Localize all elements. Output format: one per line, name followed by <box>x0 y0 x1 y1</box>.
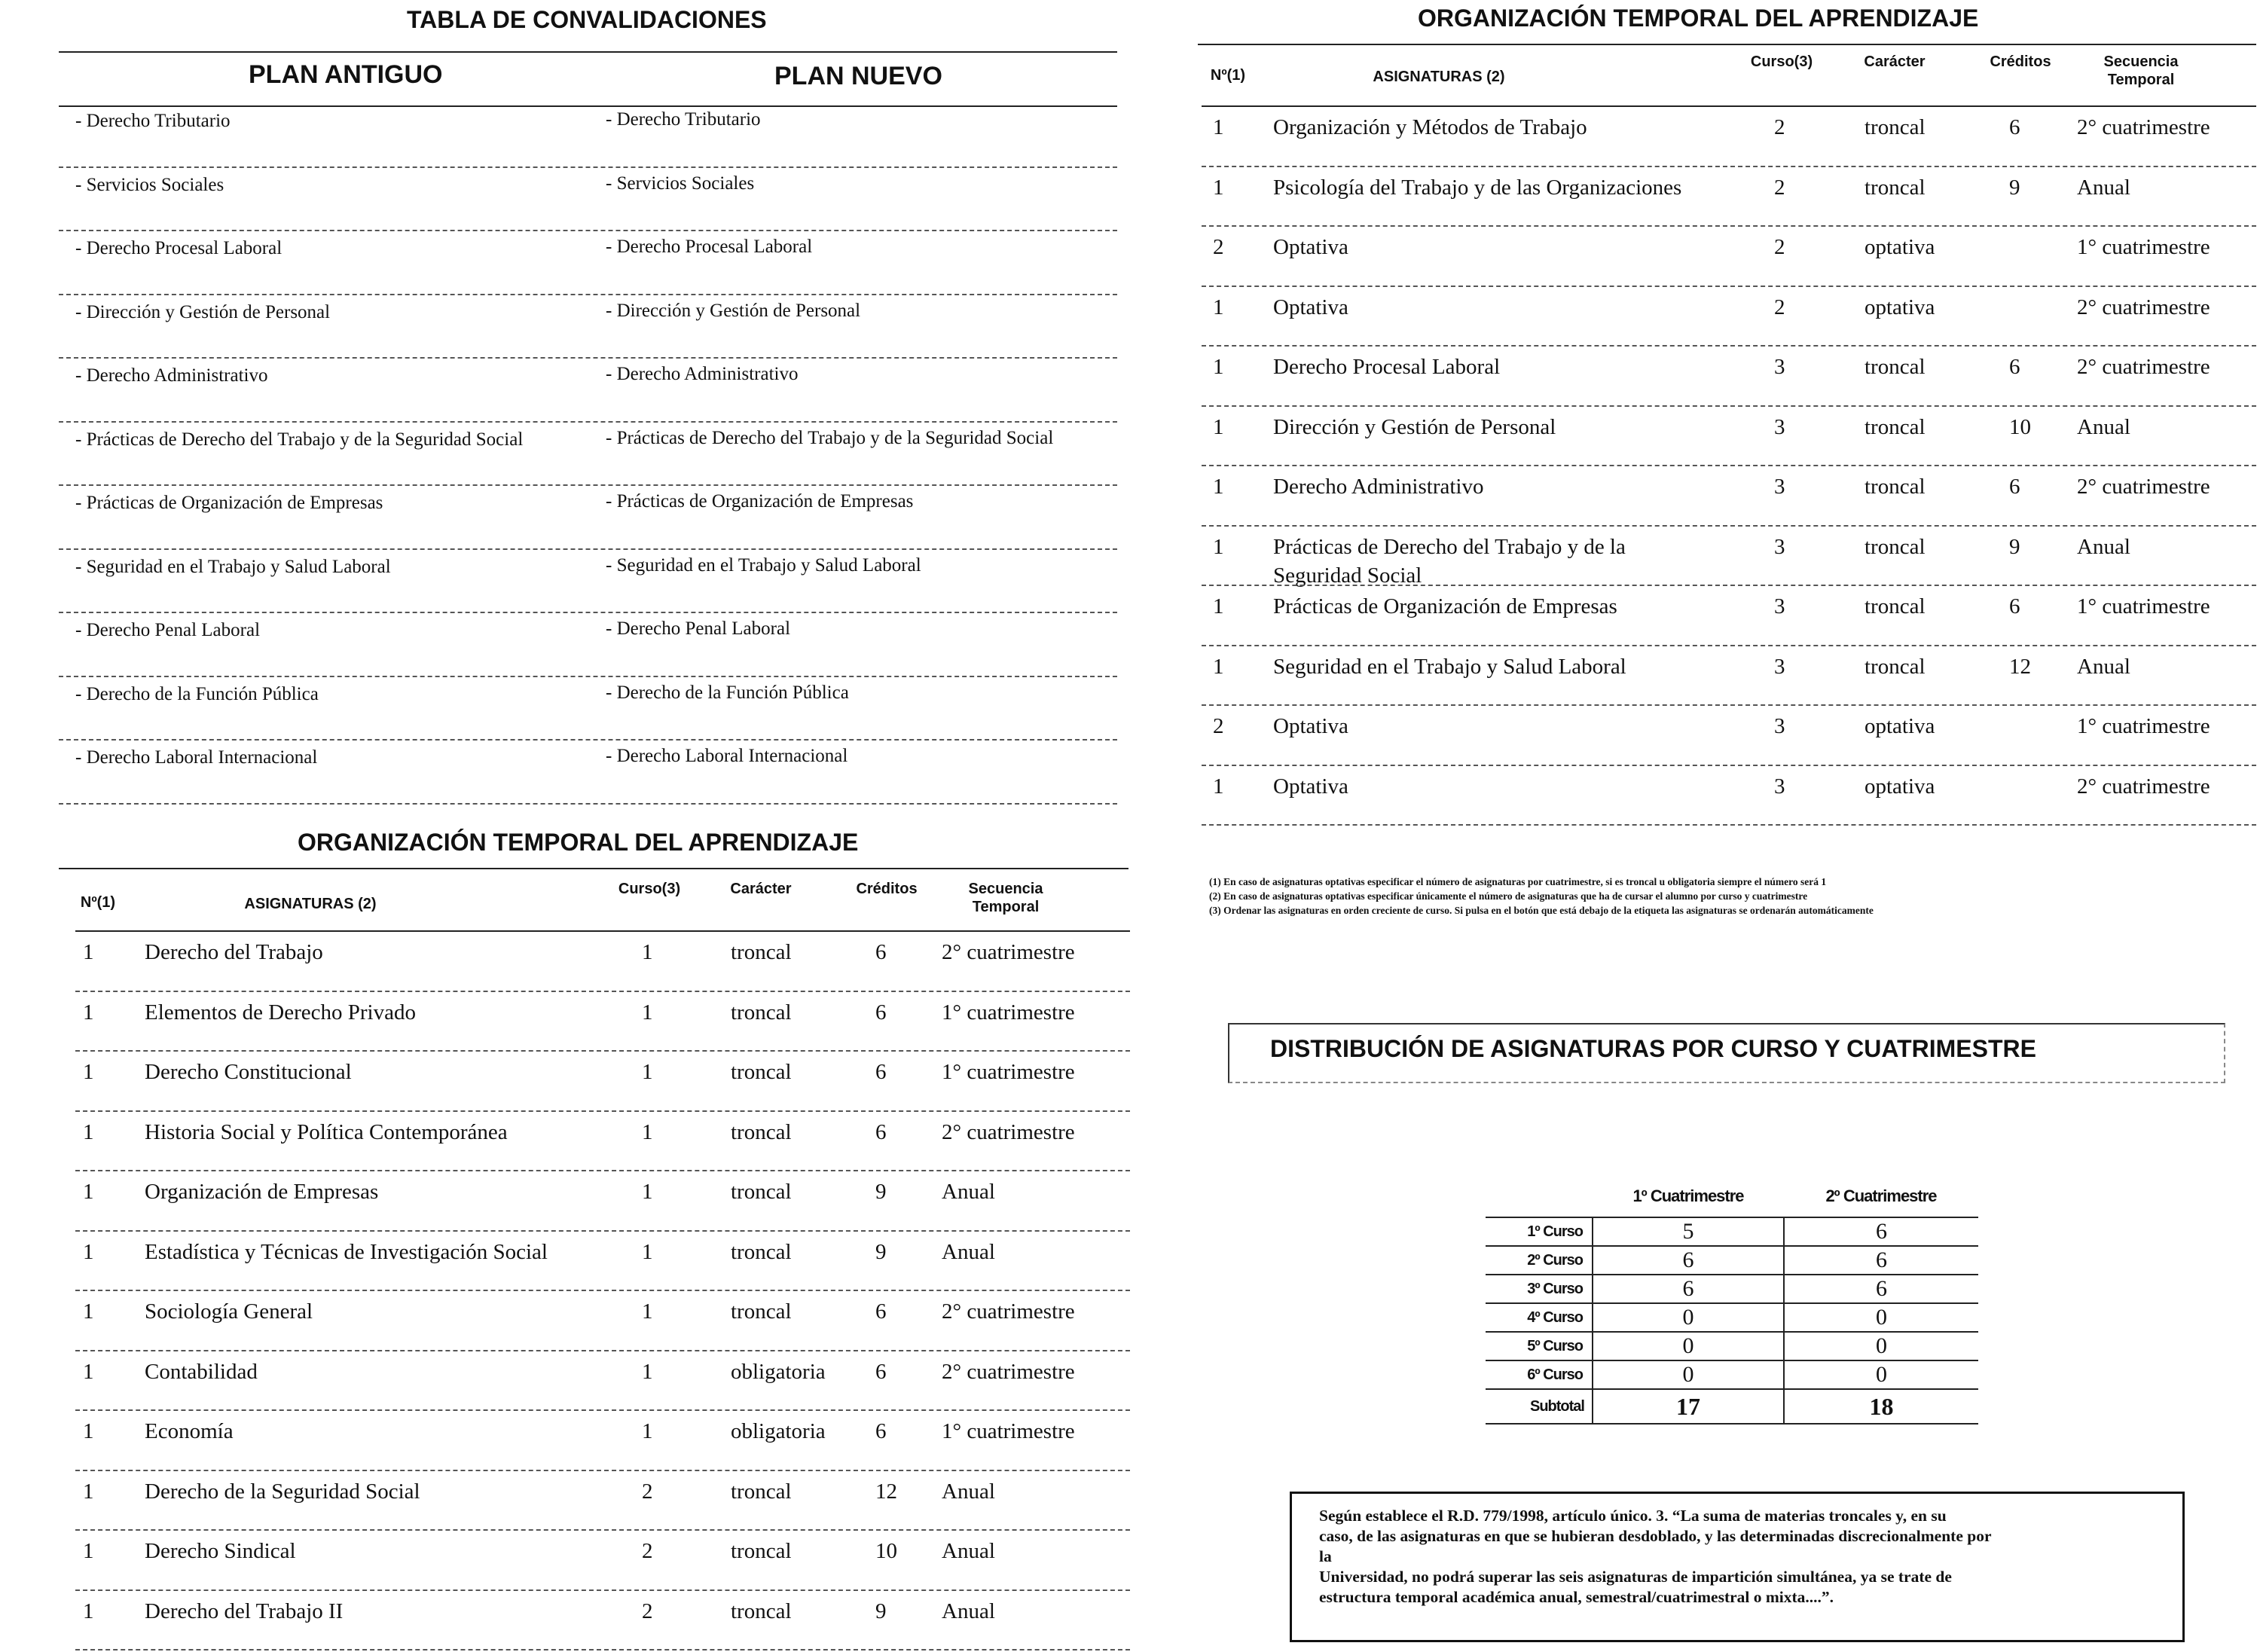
asignatura-cell: Sociología General <box>145 1299 313 1324</box>
num-cell: 1 <box>1213 774 1224 799</box>
plan-antiguo-cell: - Derecho de la Función Pública <box>75 683 319 704</box>
plan-nuevo-cell: - Derecho Penal Laboral <box>606 618 791 639</box>
curso-cell: 3 <box>1774 475 1785 499</box>
plan-antiguo-cell: - Prácticas de Organización de Empresas <box>75 493 383 513</box>
asignatura-cell: Seguridad en el Trabajo y Salud Laboral <box>1273 654 1626 679</box>
curso-cell: 1 <box>642 1299 653 1324</box>
caracter-cell: troncal <box>731 1060 792 1084</box>
secuencia-cell: Anual <box>942 1239 995 1264</box>
num-cell: 1 <box>1213 175 1224 200</box>
num-cell: 1 <box>83 1359 94 1384</box>
secuencia-cell: 1° cuatrimestre <box>2077 714 2210 738</box>
cuatrimestre-1-value: 0 <box>1593 1332 1784 1360</box>
curso-cell: 1 <box>642 1000 653 1024</box>
distribucion-row <box>1486 1360 1978 1389</box>
cuatrimestre-2-value: 6 <box>1876 1219 1887 1244</box>
asignatura-cell: Derecho Administrativo <box>1273 475 1484 499</box>
secuencia-cell: 1° cuatrimestre <box>942 1000 1075 1024</box>
header-divider <box>1202 105 2256 107</box>
caracter-cell: optativa <box>1864 235 1935 259</box>
col-1-cuatrimestre: 1º Cuatrimestre <box>1632 1186 1744 1205</box>
creditos-cell: 6 <box>875 1000 887 1024</box>
caracter-cell: troncal <box>731 1239 792 1264</box>
caracter-cell: optativa <box>1864 295 1935 319</box>
header-secuencia: Secuencia Temporal <box>2103 53 2179 88</box>
curso-label: 2º Curso <box>1486 1246 1593 1275</box>
creditos-cell: 6 <box>875 1060 887 1084</box>
asignatura-cell: Contabilidad <box>145 1359 258 1384</box>
plan-nuevo-cell: - Dirección y Gestión de Personal <box>606 300 861 321</box>
row-divider <box>59 357 1117 359</box>
col-2-cuatrimestre: 2º Cuatrimestre <box>1825 1186 1937 1205</box>
asignatura-cell: Organización y Métodos de Trabajo <box>1273 115 1587 139</box>
secuencia-cell: Anual <box>2077 175 2130 200</box>
num-cell: 1 <box>1213 534 1224 559</box>
secuencia-cell: 2° cuatrimestre <box>942 1299 1075 1324</box>
creditos-cell: 6 <box>2009 475 2020 499</box>
asignatura-cell: Optativa <box>1273 235 1348 259</box>
distribucion-table <box>1486 1175 1978 1425</box>
footnote-1: (1) En caso de asignaturas optativas especificar el número de asignaturas por cuatrimestre, si es troncal u obligatoria siempre el número será 1 <box>1209 876 1827 887</box>
creditos-cell: 9 <box>875 1239 887 1264</box>
curso-cell: 1 <box>642 1239 653 1264</box>
row-divider <box>75 991 1130 992</box>
plan-nuevo-cell: - Derecho Administrativo <box>606 364 799 384</box>
cuatrimestre-1-value: 6 <box>1593 1275 1784 1303</box>
nota-line-5: estructura temporal académica anual, semestral/cuatrimestral o mixta....”. <box>1319 1588 1834 1606</box>
row-divider <box>1202 765 2256 766</box>
cuatrimestre-2-value: 0 <box>1876 1305 1887 1330</box>
creditos-cell: 9 <box>2009 534 2020 559</box>
nota-line-3: la <box>1319 1547 1332 1565</box>
caracter-cell: troncal <box>731 1479 792 1504</box>
footnote-2: (2) En caso de asignaturas optativas especificar únicamente el número de asignaturas que ha de cursar el alumno por curso y cuatrimestre <box>1209 890 1808 902</box>
caracter-cell: troncal <box>731 940 792 964</box>
nota-line-4: Universidad, no podrá superar las seis asignaturas de impartición simultánea, ya se trate de <box>1319 1568 1952 1586</box>
header-asignaturas: ASIGNATURAS (2) <box>244 896 377 912</box>
secuencia-cell: 2° cuatrimestre <box>942 1359 1075 1384</box>
num-cell: 2 <box>1213 714 1224 738</box>
row-divider <box>75 1290 1130 1291</box>
header-divider <box>75 930 1130 932</box>
plan-antiguo-cell: - Seguridad en el Trabajo y Salud Laboral <box>75 556 391 577</box>
header-asignaturas: ASIGNATURAS (2) <box>1373 69 1505 85</box>
num-cell: 1 <box>83 940 94 964</box>
creditos-cell: 6 <box>875 1359 887 1384</box>
creditos-cell: 6 <box>2009 355 2020 379</box>
curso-label: 1º Curso <box>1486 1217 1593 1246</box>
caracter-cell: troncal <box>1864 654 1926 679</box>
row-divider <box>59 421 1117 423</box>
asignatura-cell: Derecho Constitucional <box>145 1060 352 1084</box>
caracter-cell: obligatoria <box>731 1419 826 1443</box>
convalidaciones-title: TABLA DE CONVALIDACIONES <box>407 6 767 33</box>
org-right-title: ORGANIZACIÓN TEMPORAL DEL APRENDIZAJE <box>1418 5 1979 32</box>
creditos-cell: 12 <box>875 1479 897 1504</box>
plan-antiguo-cell: - Derecho Tributario <box>75 111 231 131</box>
row-divider <box>75 1649 1130 1650</box>
distribucion-row <box>1486 1217 1978 1246</box>
curso-cell: 2 <box>1774 175 1785 200</box>
num-cell: 1 <box>1213 295 1224 319</box>
plan-antiguo-cell: - Servicios Sociales <box>75 174 224 195</box>
curso-cell: 1 <box>642 1180 653 1204</box>
asignatura-cell: Derecho Sindical <box>145 1539 296 1563</box>
curso-cell: 2 <box>1774 295 1785 319</box>
num-cell: 1 <box>83 1180 94 1204</box>
header-n: Nº(1) <box>80 894 116 911</box>
header-caracter: Carácter <box>730 881 792 897</box>
secuencia-cell: 2° cuatrimestre <box>2077 115 2210 139</box>
row-divider <box>59 676 1117 677</box>
plan-nuevo-cell: - Derecho Laboral Internacional <box>606 746 848 766</box>
nota-line-2: caso, de las asignaturas en que se hubieran desdoblado, y las determinadas discrecionalmente por <box>1319 1527 1992 1545</box>
header-curso: Curso(3) <box>1750 53 1813 70</box>
curso-cell: 2 <box>1774 235 1785 259</box>
secuencia-cell: Anual <box>942 1479 995 1504</box>
num-cell: 1 <box>1213 414 1224 439</box>
caracter-cell: troncal <box>731 1539 792 1563</box>
secuencia-cell: 2° cuatrimestre <box>2077 475 2210 499</box>
row-divider <box>75 1409 1130 1411</box>
row-divider <box>59 166 1117 168</box>
footnote-3: (3) Ordenar las asignaturas en orden creciente de curso. Si pulsa en el botón que está debajo de la etiqueta las asignaturas se ordenarán automáticamente <box>1209 905 1874 916</box>
curso-cell: 3 <box>1774 654 1785 679</box>
num-cell: 1 <box>1213 475 1224 499</box>
caracter-cell: troncal <box>731 1299 792 1324</box>
distribucion-row <box>1486 1303 1978 1332</box>
num-cell: 1 <box>1213 594 1224 618</box>
caracter-cell: troncal <box>731 1599 792 1623</box>
plan-nuevo-cell: - Servicios Sociales <box>606 173 755 194</box>
caracter-cell: troncal <box>1864 175 1926 200</box>
secuencia-cell: 2° cuatrimestre <box>942 1119 1075 1144</box>
row-divider <box>1202 645 2256 646</box>
num-cell: 1 <box>83 1479 94 1504</box>
header-creditos: Créditos <box>856 881 918 897</box>
nota-box <box>1290 1492 2185 1642</box>
row-divider <box>59 612 1117 613</box>
row-divider <box>1202 585 2256 586</box>
num-cell: 1 <box>1213 355 1224 379</box>
plan-nuevo-cell: - Derecho Tributario <box>606 109 761 130</box>
row-divider <box>59 548 1117 550</box>
curso-cell: 3 <box>1774 714 1785 738</box>
curso-cell: 1 <box>642 1419 653 1443</box>
creditos-cell: 9 <box>2009 175 2020 200</box>
asignatura-cell: Prácticas de Derecho del Trabajo y de la Seguridad Social <box>1273 534 1626 588</box>
row-divider <box>1202 345 2256 347</box>
row-divider <box>1202 824 2256 826</box>
curso-cell: 1 <box>642 1060 653 1084</box>
plan-antiguo-cell: - Derecho Administrativo <box>75 365 268 386</box>
asignatura-cell: Derecho del Trabajo <box>145 940 323 964</box>
curso-cell: 3 <box>1774 594 1785 618</box>
caracter-cell: optativa <box>1864 774 1935 799</box>
curso-cell: 1 <box>642 940 653 964</box>
row-divider <box>1202 465 2256 466</box>
cuatrimestre-2-value: 0 <box>1876 1333 1887 1358</box>
num-cell: 1 <box>83 1599 94 1623</box>
num-cell: 1 <box>83 1060 94 1084</box>
cuatrimestre-1-value: 5 <box>1593 1217 1784 1246</box>
asignatura-cell: Elementos de Derecho Privado <box>145 1000 416 1024</box>
row-divider <box>59 230 1117 231</box>
creditos-cell: 6 <box>875 1119 887 1144</box>
plan-antiguo-cell: - Derecho Penal Laboral <box>75 620 261 640</box>
caracter-cell: optativa <box>1864 714 1935 738</box>
secuencia-cell: 2° cuatrimestre <box>2077 355 2210 379</box>
num-cell: 1 <box>83 1119 94 1144</box>
secuencia-cell: 1° cuatrimestre <box>2077 235 2210 259</box>
distribucion-row <box>1486 1275 1978 1303</box>
distribucion-row <box>1486 1332 1978 1360</box>
num-cell: 1 <box>83 1539 94 1563</box>
curso-cell: 1 <box>642 1119 653 1144</box>
asignatura-cell: Prácticas de Organización de Empresas <box>1273 594 1617 618</box>
row-divider <box>1202 704 2256 706</box>
asignatura-cell: Optativa <box>1273 295 1348 319</box>
distribucion-title: DISTRIBUCIÓN DE ASIGNATURAS POR CURSO Y CUATRIMESTRE <box>1270 1035 2036 1062</box>
asignatura-cell: Historia Social y Política Contemporánea <box>145 1119 508 1144</box>
row-divider <box>59 484 1117 486</box>
secuencia-cell: 1° cuatrimestre <box>942 1419 1075 1443</box>
secuencia-cell: Anual <box>2077 414 2130 439</box>
curso-label: 3º Curso <box>1486 1275 1593 1303</box>
asignatura-cell: Dirección y Gestión de Personal <box>1273 414 1556 439</box>
secuencia-cell: 1° cuatrimestre <box>2077 594 2210 618</box>
asignatura-cell: Derecho del Trabajo II <box>145 1599 344 1623</box>
asignatura-cell: Derecho de la Seguridad Social <box>145 1479 420 1504</box>
caracter-cell: obligatoria <box>731 1359 826 1384</box>
row-divider <box>75 1589 1130 1591</box>
curso-cell: 2 <box>642 1479 653 1504</box>
plan-nuevo-cell: - Derecho de la Función Pública <box>606 682 849 703</box>
creditos-cell: 6 <box>875 940 887 964</box>
row-divider <box>59 803 1117 805</box>
num-cell: 1 <box>1213 115 1224 139</box>
curso-label: 4º Curso <box>1486 1303 1593 1332</box>
col-plan-antiguo: PLAN ANTIGUO <box>249 60 443 89</box>
curso-cell: 2 <box>642 1599 653 1623</box>
caracter-cell: troncal <box>731 1119 792 1144</box>
secuencia-cell: Anual <box>942 1539 995 1563</box>
asignatura-cell: Estadística y Técnicas de Investigación Social <box>145 1239 548 1264</box>
asignatura-cell: Economía <box>145 1419 234 1443</box>
row-divider <box>75 1170 1130 1171</box>
secuencia-cell: Anual <box>2077 534 2130 559</box>
plan-nuevo-cell: - Derecho Procesal Laboral <box>606 237 813 257</box>
cuatrimestre-2-value: 0 <box>1876 1362 1887 1387</box>
header-curso: Curso(3) <box>618 881 681 897</box>
plan-nuevo-cell: - Prácticas de Derecho del Trabajo y de la Seguridad Social <box>606 427 1054 448</box>
divider <box>59 868 1128 869</box>
caracter-cell: troncal <box>1864 115 1926 139</box>
caracter-cell: troncal <box>731 1180 792 1204</box>
row-divider <box>1202 166 2256 167</box>
num-cell: 1 <box>83 1299 94 1324</box>
cuatrimestre-2-value: 6 <box>1876 1276 1887 1301</box>
num-cell: 1 <box>83 1000 94 1024</box>
creditos-cell: 6 <box>875 1299 887 1324</box>
subtotal-1: 17 <box>1593 1389 1784 1424</box>
header-n: Nº(1) <box>1210 67 1246 84</box>
secuencia-cell: Anual <box>942 1599 995 1623</box>
curso-cell: 2 <box>1774 115 1785 139</box>
plan-antiguo-cell: - Dirección y Gestión de Personal <box>75 301 331 322</box>
secuencia-cell: 2° cuatrimestre <box>2077 774 2210 799</box>
divider <box>1198 44 2256 45</box>
nota-line-1: Según establece el R.D. 779/1998, artículo único. 3. “La suma de materias troncales y, en su <box>1319 1507 1947 1525</box>
creditos-cell: 10 <box>2009 414 2031 439</box>
curso-cell: 3 <box>1774 534 1785 559</box>
header-creditos: Créditos <box>1990 53 2051 70</box>
plan-antiguo-cell: - Derecho Laboral Internacional <box>75 747 318 768</box>
caracter-cell: troncal <box>731 1000 792 1024</box>
num-cell: 1 <box>1213 654 1224 679</box>
creditos-cell: 6 <box>2009 594 2020 618</box>
cuatrimestre-2-value: 6 <box>1876 1247 1887 1272</box>
secuencia-cell: Anual <box>942 1180 995 1204</box>
asignatura-cell: Optativa <box>1273 774 1348 799</box>
row-divider <box>75 1050 1130 1052</box>
asignatura-cell: Optativa <box>1273 714 1348 738</box>
distribucion-row <box>1486 1246 1978 1275</box>
creditos-cell: 6 <box>875 1419 887 1443</box>
num-cell: 2 <box>1213 235 1224 259</box>
row-divider <box>75 1110 1130 1112</box>
subtotal-label: Subtotal <box>1486 1389 1593 1424</box>
subtotal-2: 18 <box>1869 1392 1894 1420</box>
cuatrimestre-1-value: 0 <box>1593 1360 1784 1389</box>
asignatura-cell: Organización de Empresas <box>145 1180 379 1204</box>
row-divider <box>75 1470 1130 1471</box>
row-divider <box>59 294 1117 295</box>
curso-cell: 3 <box>1774 414 1785 439</box>
secuencia-cell: 2° cuatrimestre <box>942 940 1075 964</box>
asignatura-cell: Psicología del Trabajo y de las Organizaciones <box>1273 175 1682 200</box>
num-cell: 1 <box>83 1239 94 1264</box>
creditos-cell: 9 <box>875 1599 887 1623</box>
secuencia-cell: 2° cuatrimestre <box>2077 295 2210 319</box>
secuencia-cell: 1° cuatrimestre <box>942 1060 1075 1084</box>
caracter-cell: troncal <box>1864 534 1926 559</box>
cuatrimestre-1-value: 0 <box>1593 1303 1784 1332</box>
plan-antiguo-cell: - Derecho Procesal Laboral <box>75 238 282 258</box>
plan-nuevo-cell: - Prácticas de Organización de Empresas <box>606 491 914 511</box>
header-caracter: Carácter <box>1864 53 1926 70</box>
col-plan-nuevo: PLAN NUEVO <box>774 62 942 90</box>
asignatura-cell: Derecho Procesal Laboral <box>1273 355 1501 379</box>
divider <box>59 51 1117 53</box>
row-divider <box>1202 405 2256 407</box>
row-divider <box>1202 286 2256 287</box>
curso-label: 5º Curso <box>1486 1332 1593 1360</box>
creditos-cell: 9 <box>875 1180 887 1204</box>
plan-antiguo-cell: - Prácticas de Derecho del Trabajo y de la Seguridad Social <box>75 429 524 450</box>
curso-cell: 3 <box>1774 774 1785 799</box>
row-divider <box>1202 525 2256 527</box>
curso-label: 6º Curso <box>1486 1360 1593 1389</box>
row-divider <box>1202 225 2256 227</box>
curso-cell: 1 <box>642 1359 653 1384</box>
row-divider <box>75 1230 1130 1232</box>
header-secuencia: Secuencia Temporal <box>968 881 1043 915</box>
secuencia-cell: Anual <box>2077 654 2130 679</box>
creditos-cell: 10 <box>875 1539 897 1563</box>
caracter-cell: troncal <box>1864 355 1926 379</box>
caracter-cell: troncal <box>1864 414 1926 439</box>
curso-cell: 2 <box>642 1539 653 1563</box>
plan-nuevo-cell: - Seguridad en el Trabajo y Salud Laboral <box>606 554 921 576</box>
row-divider <box>59 739 1117 740</box>
row-divider <box>75 1350 1130 1351</box>
caracter-cell: troncal <box>1864 594 1926 618</box>
org-left-title: ORGANIZACIÓN TEMPORAL DEL APRENDIZAJE <box>298 829 859 856</box>
distribucion-title-box <box>1228 1023 2225 1083</box>
caracter-cell: troncal <box>1864 475 1926 499</box>
curso-cell: 3 <box>1774 355 1785 379</box>
creditos-cell: 12 <box>2009 654 2031 679</box>
num-cell: 1 <box>83 1419 94 1443</box>
creditos-cell: 6 <box>2009 115 2020 139</box>
row-divider <box>75 1529 1130 1531</box>
cuatrimestre-1-value: 6 <box>1593 1246 1784 1275</box>
